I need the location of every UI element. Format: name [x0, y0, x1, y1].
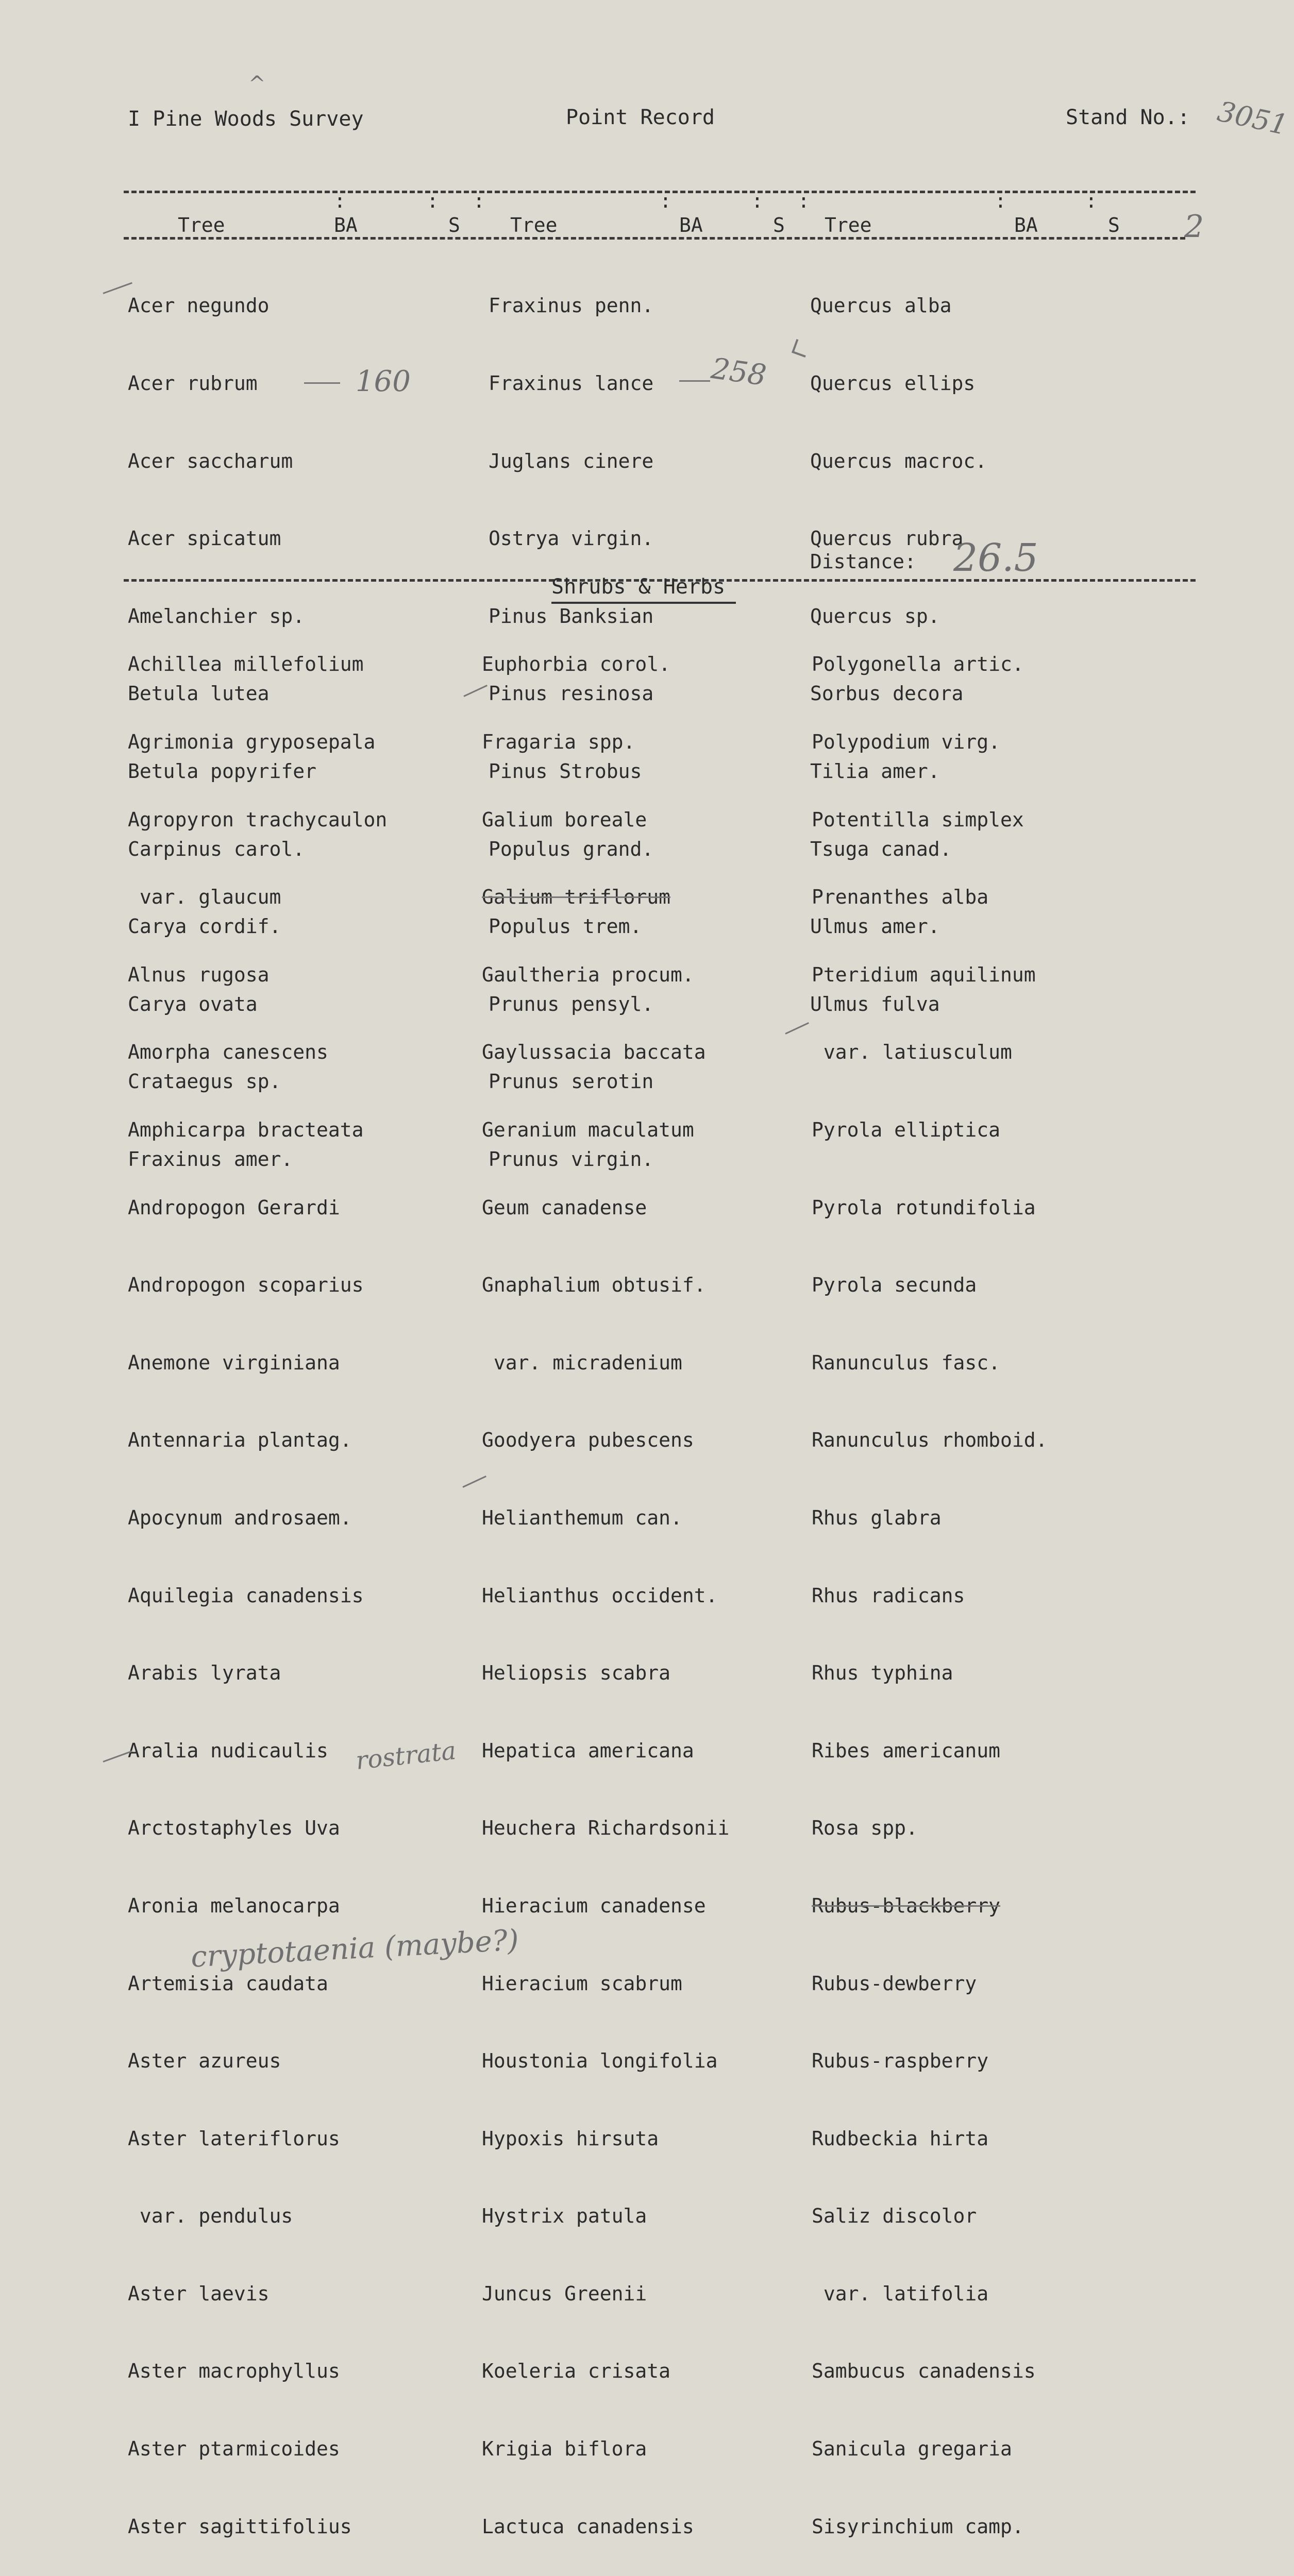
herb-col-2 [482, 600, 741, 2576]
list-item: Aster ptarmicoides [128, 2437, 340, 2461]
pinus-resinosa-value: 258 [709, 351, 768, 393]
record-type: Point Record [566, 106, 715, 129]
tick-line [304, 382, 340, 384]
tree-header-1: Tree [178, 214, 225, 236]
list-item: Fraxinus amer. [128, 1147, 293, 1171]
list-item: Betula lutea [128, 682, 270, 705]
list-item: Hieracium scabrum [482, 1972, 682, 1995]
list-item: Crataegus sp. [128, 1070, 281, 1093]
list-item: Galium boreale [482, 808, 647, 831]
colon-sep: : [798, 190, 810, 212]
list-item: Pinus Banksian [489, 604, 654, 628]
list-item: Prunus virgin. [489, 1147, 654, 1171]
list-item: Rosa spp. [812, 1817, 918, 1840]
list-item: Acer saccharum [128, 449, 293, 472]
list-item: Rudbeckia hirta [812, 2127, 989, 2150]
list-item: Hypoxis hirsuta [482, 2127, 659, 2150]
list-item: Quercus macroc. [810, 449, 987, 472]
list-item: Ranunculus fasc. [812, 1351, 1001, 1374]
check-mark [792, 339, 810, 358]
list-item: var. latifolia [812, 2282, 989, 2305]
list-item: Pyrola elliptica [812, 1118, 1001, 1141]
list-item: Quercus rubra [810, 527, 964, 550]
corylus-note: rostrata [354, 1736, 458, 1776]
list-item: Gaylussacia baccata [482, 1041, 706, 1064]
list-item: Carya cordif. [128, 915, 281, 938]
list-item: Potentilla simplex [812, 808, 1024, 831]
list-item: Sanicula gregaria [812, 2437, 1012, 2461]
s-header-3: S [1108, 214, 1120, 236]
list-item: Rhus glabra [812, 1506, 942, 1529]
colon-sep: : [427, 190, 439, 212]
distance-label: Distance: [810, 550, 916, 573]
list-item: Heuchera Richardsonii [482, 1817, 730, 1840]
list-item: Aster sagittifolius [128, 2515, 352, 2538]
list-item: Tilia amer. [810, 759, 940, 783]
list-item: Aronia melanocarpa [128, 1894, 340, 1917]
list-item: Juncus Greenii [482, 2282, 647, 2305]
list-item: Betula popyrifer [128, 759, 317, 783]
s-header-2: S [773, 214, 785, 236]
distance-value: 26.5 [953, 536, 1038, 580]
tree-header-2: Tree [510, 214, 558, 236]
tree-header-divider [124, 237, 1185, 240]
list-item: Quercus sp. [810, 604, 940, 628]
list-item: Artemisia caudata [128, 1972, 328, 1995]
list-item: Aster macrophyllus [128, 2360, 340, 2383]
list-item: Rubus-blackberry [812, 1894, 1001, 1917]
list-item: Ulmus amer. [810, 915, 940, 938]
colon-sep: : [473, 190, 485, 212]
list-item: Pinus Strobus [489, 759, 642, 783]
list-item: Galium triflorum [482, 886, 671, 909]
list-item: Aster azureus [128, 2049, 281, 2073]
list-item: Amphicarpa bracteata [128, 1118, 364, 1141]
list-item: Hepatica americana [482, 1739, 694, 1762]
check-mark [785, 1022, 809, 1035]
list-item: Saliz discolor [812, 2205, 977, 2228]
list-item: Koeleria crisata [482, 2360, 671, 2383]
list-item: Aster lateriflorus [128, 2127, 340, 2150]
list-item: var. glaucum [128, 886, 281, 909]
list-item: Carpinus carol. [128, 837, 305, 860]
list-item: Lactuca canadensis [482, 2515, 694, 2538]
herb-col-3 [812, 600, 1048, 2576]
list-item: Populus trem. [489, 915, 642, 938]
list-item: Sambucus canadensis [812, 2360, 1036, 2383]
list-item: Goodyera pubescens [482, 1429, 694, 1452]
list-item: var. latiusculum [812, 1041, 1012, 1064]
corner-value: 2 [1184, 209, 1204, 245]
list-item: Juglans cinere [489, 449, 654, 472]
list-item: Tsuga canad. [810, 837, 952, 860]
list-item: Carya ovata [128, 992, 258, 1015]
list-item: Rubus-dewberry [812, 1972, 977, 1995]
ba-header-1: BA [334, 214, 358, 236]
list-item: Aralia nudicaulis [128, 1739, 328, 1762]
list-item: Ostrya virgin. [489, 527, 654, 550]
list-item: Polypodium virg. [812, 731, 1001, 753]
tick-line [679, 380, 710, 382]
list-item: Aster laevis [128, 2282, 270, 2305]
list-item: var. micradenium [482, 1351, 682, 1374]
list-item: Prenanthes alba [812, 886, 989, 909]
list-item: Andropogon scoparius [128, 1274, 364, 1297]
list-item: Heliopsis scabra [482, 1662, 671, 1685]
list-item: Geum canadense [482, 1196, 647, 1219]
list-item: Agrimonia gryposepala [128, 731, 376, 753]
list-item: Fragaria spp. [482, 731, 635, 753]
list-item: Andropogon Gerardi [128, 1196, 340, 1219]
bottom-note: cryptotaenia (maybe?) [190, 1923, 520, 1974]
list-item: Rhus radicans [812, 1584, 965, 1607]
colon-sep: : [751, 190, 763, 212]
list-item: Pteridium aquilinum [812, 963, 1036, 986]
list-item: Amorpha canescens [128, 1041, 328, 1064]
list-item: Pyrola secunda [812, 1274, 977, 1297]
list-item: Krigia biflora [482, 2437, 647, 2461]
list-item: Helianthus occident. [482, 1584, 718, 1607]
list-item: Euphorbia corol. [482, 653, 671, 676]
tree-header-3: Tree [825, 214, 872, 236]
list-item: Arabis lyrata [128, 1662, 281, 1685]
list-item: Fraxinus lance [489, 372, 654, 395]
list-item: Pinus resinosa [489, 682, 654, 705]
list-item: Sisyrinchium camp. [812, 2515, 1024, 2538]
list-item: Acer spicatum [128, 527, 281, 550]
list-item: Sorbus decora [810, 682, 964, 705]
list-item: Rubus-raspberry [812, 2049, 989, 2073]
list-item: Polygonella artic. [812, 653, 1024, 676]
list-item: Alnus rugosa [128, 963, 270, 986]
list-item: Hieracium canadense [482, 1894, 706, 1917]
ba-header-2: BA [679, 214, 703, 236]
list-item: Apocynum androsaem. [128, 1506, 352, 1529]
stand-number: 3051 [1214, 95, 1291, 142]
list-item: Ulmus fulva [810, 992, 940, 1015]
list-item: Anemone virginiana [128, 1351, 340, 1374]
list-item: Acer rubrum [128, 372, 258, 395]
section-heading: Shrubs & Herbs [551, 575, 726, 599]
herb-col-1 [128, 600, 387, 2576]
list-item: Achillea millefolium [128, 653, 364, 676]
list-item: Antennaria plantag. [128, 1429, 352, 1452]
list-item: Populus grand. [489, 837, 654, 860]
list-item: Quercus ellips [810, 372, 976, 395]
colon-sep: : [660, 190, 671, 212]
list-item: Geranium maculatum [482, 1118, 694, 1141]
list-item: Gaultheria procum. [482, 963, 694, 986]
list-item: Fraxinus penn. [489, 294, 654, 317]
list-item: Hystrix patula [482, 2205, 647, 2228]
list-item: Ribes americanum [812, 1739, 1001, 1762]
list-item: Ranunculus rhomboid. [812, 1429, 1048, 1452]
list-item: Helianthemum can. [482, 1506, 682, 1529]
list-item: Gnaphalium obtusif. [482, 1274, 706, 1297]
caret-mark: ^ [248, 72, 266, 96]
list-item: Aquilegia canadensis [128, 1584, 364, 1607]
s-header-1: S [448, 214, 460, 236]
stand-label: Stand No.: [1066, 106, 1190, 129]
list-item: Prunus serotin [489, 1070, 654, 1093]
list-item: var. pendulus [128, 2205, 293, 2228]
list-item: Rhus typhina [812, 1662, 953, 1685]
list-item: Amelanchier sp. [128, 604, 305, 628]
list-item: Quercus alba [810, 294, 952, 317]
betula-lutea-value: 160 [356, 365, 411, 398]
list-item: Arctostaphyles Uva [128, 1817, 340, 1840]
list-item: Houstonia longifolia [482, 2049, 718, 2073]
list-item: Pyrola rotundifolia [812, 1196, 1036, 1219]
survey-title: I Pine Woods Survey [128, 107, 364, 131]
colon-sep: : [995, 190, 1006, 212]
colon-sep: : [334, 190, 346, 212]
list-item: Acer negundo [128, 294, 270, 317]
ba-header-3: BA [1014, 214, 1038, 236]
colon-sep: : [1085, 190, 1097, 212]
list-item: Agropyron trachycaulon [128, 808, 388, 831]
list-item: Prunus pensyl. [489, 992, 654, 1015]
